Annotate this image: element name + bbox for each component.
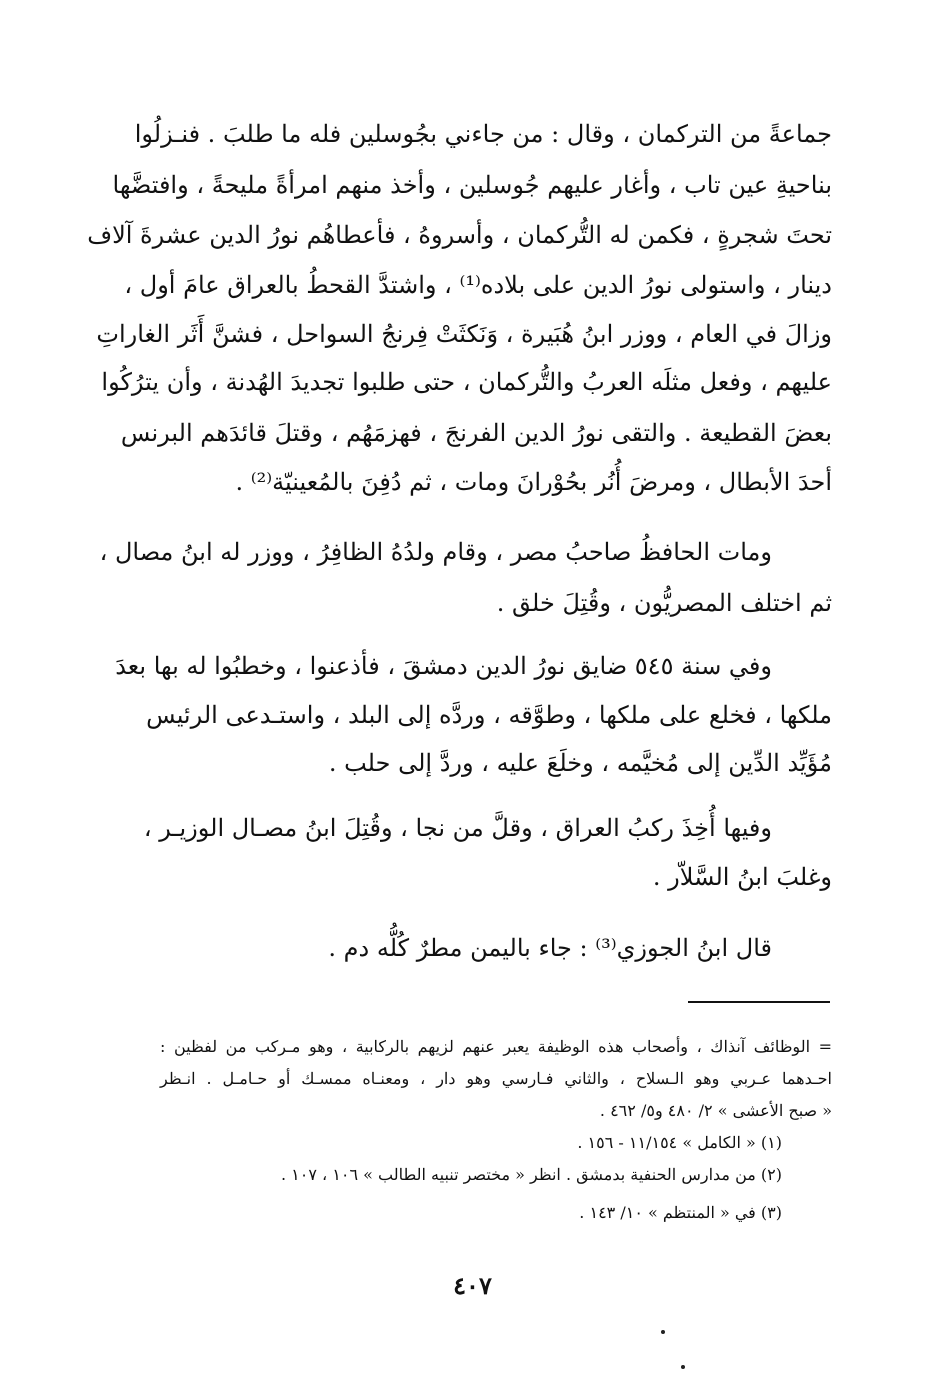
text-line: وغلبَ ابنُ السَّلاّر . <box>652 863 832 891</box>
text-line: جماعةً من التركمان ، وقال : من جاءني بجُوسلين فله ما طلبَ . فنـزلُوا <box>134 120 832 148</box>
footnote-line: « صبح الأعشى » ٢/ ٤٨٠ و٥/ ٤٦٢ . <box>599 1101 832 1120</box>
footnote-line: = الوظائف آنذاك ، وأصحاب هذه الوظيفة يعبر عنهم لزيهم بالركابية ، وهو مـركب من لفظين : <box>160 1037 832 1056</box>
text-line: ومات الحافظُ صاحبُ مصر ، وقام ولدُهُ الظافِرُ ، ووزر له ابنُ مصال ، <box>99 538 772 566</box>
page-number: ٤٠٧ <box>453 1271 492 1300</box>
text-line: دينار ، واستولى نورُ الدين على بلاده⁽¹⁾ ، واشتدَّ القحطُ بالعراق عامَ أول ، <box>124 271 832 299</box>
footnote-1: (١) « الكامل » ١١/١٥٤ - ١٥٦ . <box>577 1133 782 1152</box>
text-line: تحتَ شجرةٍ ، فكمن له التُّركمان ، وأسروهُ ، فأعطاهُم نورُ الدين عشرةَ آلاف <box>87 221 832 249</box>
footnote-line: احـدهما عـربي وهو الـسلاح ، والثاني فـارسي وهو دار ، ومعنـاه ممسـك أو حـامـل . انـظر <box>160 1069 832 1088</box>
text-line: مُؤَيِّد الدِّين إلى مُخيَّمه ، وخلَعَ عليه ، وردَّ إلى حلب . <box>328 749 832 777</box>
footnote-3: (٣) في « المنتظم » ١٠/ ١٤٣ . <box>579 1203 782 1222</box>
text-line: وفي سنة ٥٤٥ ضايق نورُ الدين دمشقَ ، فأذعنوا ، وخطبُوا له بها بعدَ <box>115 652 772 680</box>
text-line: أحدَ الأبطال ، ومرضَ أُنُر بحُوْرانَ ومات ، ثم دُفِنَ بالمُعينيّة⁽²⁾ . <box>235 468 832 496</box>
footnote-2: (٢) من مدارس الحنفية بدمشق . انظر « مختصر تنبيه الطالب » ١٠٦ ، ١٠٧ . <box>281 1165 782 1184</box>
text-line: وزالَ في العام ، ووزر ابنُ هُبَيرة ، وَنَكثَتْ فِرنجُ السواحل ، فشنَّ أَثَر الغاراتِ <box>96 320 832 348</box>
text-line: بعضَ القطيعة . والتقى نورُ الدين الفرنجَ ، فهزمَهُم ، وقتلَ قائدَهم البرنس <box>120 419 832 447</box>
text-line: ثم اختلف المصريُّون ، وقُتِلَ خلق . <box>496 589 832 617</box>
footnote-separator <box>688 1001 830 1003</box>
text-line: ملكها ، فخلع على ملكها ، وطوَّقه ، وردَّه إلى البلد ، واستـدعى الرئيس <box>146 701 832 729</box>
scan-speck <box>681 1365 685 1369</box>
text-line: بناحيةِ عين تاب ، وأغار عليهم جُوسلين ، وأخذ منهم امرأةً مليحةً ، وافتضَّها <box>112 171 832 199</box>
text-line: وفيها أُخِذَ ركبُ العراق ، وقلَّ من نجا ، وقُتِلَ ابنُ مصـال الوزيـر ، <box>143 814 772 842</box>
text-line: عليهم ، وفعل مثلَه العربُ والتُّركمان ، حتى طلبوا تجديدَ الهُدنة ، وأن يترُكُوا <box>101 368 832 396</box>
text-line: قال ابنُ الجوزي⁽³⁾ : جاء باليمن مطرٌ كُلُّه دم . <box>328 934 772 962</box>
scan-speck <box>661 1330 665 1334</box>
